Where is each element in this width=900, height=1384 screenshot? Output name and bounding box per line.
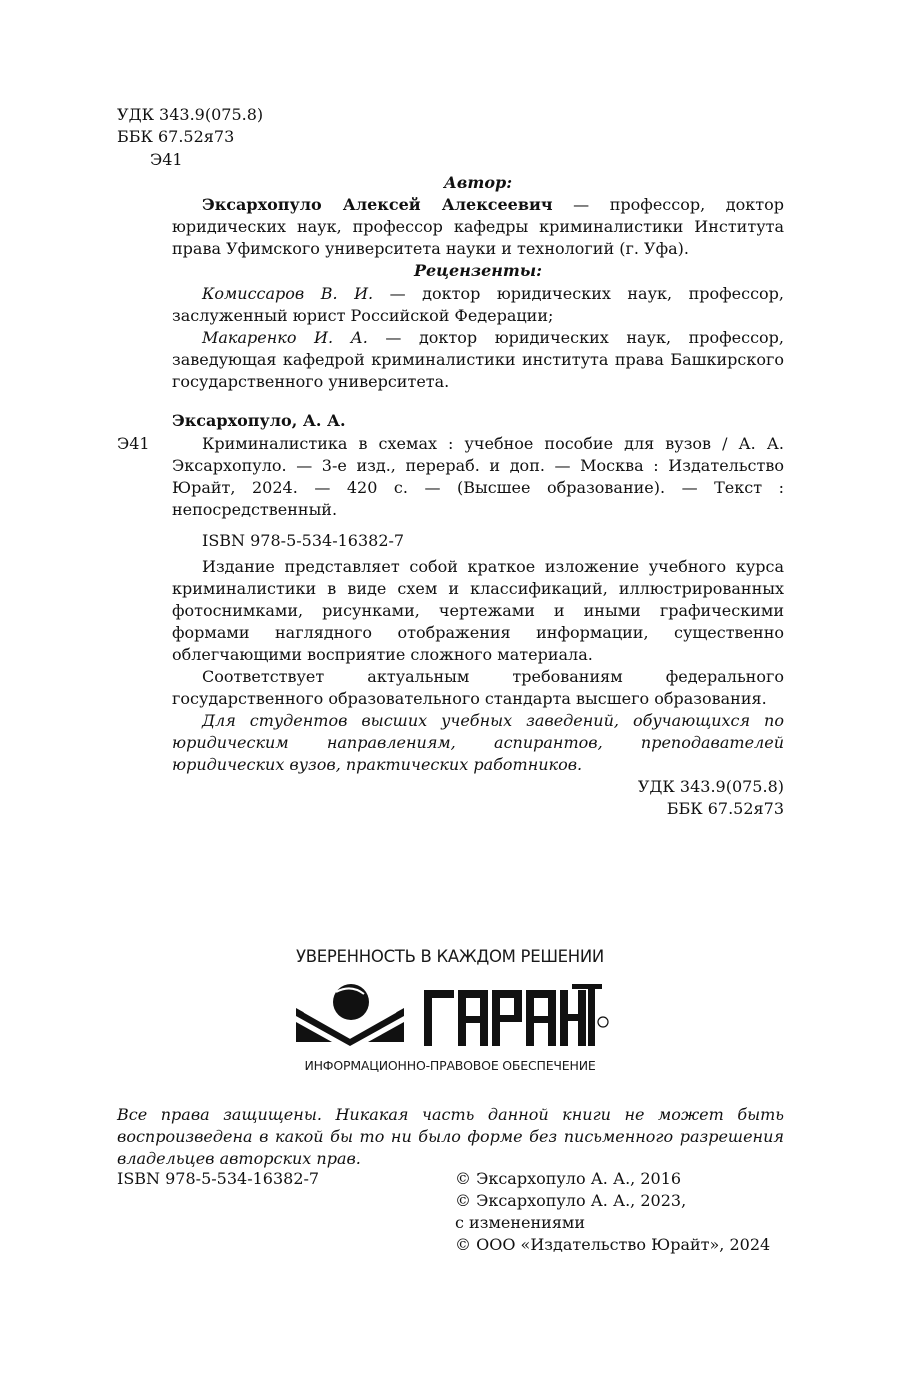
author-heading: Автор: bbox=[443, 173, 513, 192]
biblio-code: Э41 bbox=[117, 434, 150, 453]
author-code-top: Э41 bbox=[150, 150, 183, 169]
reviewer-1-name: Комиссаров В. И. bbox=[202, 284, 374, 303]
reviewer-1 bbox=[172, 283, 784, 327]
audience: Для студентов высших учебных заведений, обучающихся по юридическим направлениям, аспирантов, преподавателей юридических вузов, практических работников. bbox=[172, 711, 784, 774]
footer-isbn: ISBN 978-5-534-16382-7 bbox=[117, 1169, 320, 1188]
author-desc: — профессор, доктор юридических наук, профессор кафедры криминалистики Института права Уфимского университета науки и технологий (г. Уфа). bbox=[172, 195, 785, 258]
biblio-isbn: ISBN 978-5-534-16382-7 bbox=[202, 531, 405, 550]
rights-notice: Все права защищены. Никакая часть данной книги не может быть воспроизведена в какой бы то ни было форме без письменного разрешения владельцев авторских прав. bbox=[117, 1105, 784, 1168]
reviewer-2-name: Макаренко И. А. bbox=[202, 328, 368, 347]
bbk-bottom: ББК 67.52я73 bbox=[666, 799, 784, 818]
bbk-top: ББК 67.52я73 bbox=[117, 127, 235, 146]
author-name: Эксархопуло Алексей Алексеевич bbox=[202, 195, 553, 214]
udk-top: УДК 343.9(075.8) bbox=[117, 105, 264, 124]
udk-bottom: УДК 343.9(075.8) bbox=[637, 777, 784, 796]
copyright-1: © Эксархопуло А. А., 2016 bbox=[455, 1169, 682, 1188]
copyright-2: © Эксархопуло А. А., 2023, bbox=[455, 1191, 687, 1210]
author-info bbox=[172, 194, 784, 260]
reviewers-heading: Рецензенты: bbox=[413, 261, 543, 280]
garant-wordmark-icon bbox=[424, 984, 602, 1046]
copyright-2-note: с изменениями bbox=[455, 1213, 586, 1232]
garant-slogan: УВЕРЕННОСТЬ В КАЖДОМ РЕШЕНИИ bbox=[296, 947, 604, 966]
garant-subtitle: ИНФОРМАЦИОННО-ПРАВОВОЕ ОБЕСПЕЧЕНИЕ bbox=[304, 1058, 596, 1073]
reviewer-1-desc: — доктор юридических наук, профессор, заслуженный юрист Российской Федерации; bbox=[172, 284, 784, 325]
garant-logo bbox=[292, 982, 612, 1054]
garant-emblem-icon bbox=[296, 984, 404, 1046]
annotation-2: Соответствует актуальным требованиям федерального государственного образовательного стандарта высшего образования. bbox=[172, 667, 784, 708]
reviewer-2 bbox=[172, 327, 784, 393]
biblio-author: Эксархопуло, А. А. bbox=[172, 411, 346, 430]
reviewer-2-desc: — доктор юридических наук, профессор, заведующая кафедрой криминалистики института права Башкирского государственного университета. bbox=[172, 328, 784, 391]
annotation-1: Издание представляет собой краткое изложение учебного курса криминалистики в виде схем и классификаций, иллюстрированных фотоснимками, рисунками, чертежами и иными графическими формами наглядного отображения информации, существенно облегчающими восприятие сложного материала. bbox=[172, 557, 784, 664]
copyright-3: © ООО «Издательство Юрайт», 2024 bbox=[455, 1235, 771, 1254]
biblio-description: Криминалистика в схемах : учебное пособие для вузов / А. А. Эксархопуло. — 3-е изд., перераб. и доп. — Москва : Издательство Юрайт, 2024. — 420 с. — (Высшее образование). — Текст : непосредственный. bbox=[172, 434, 784, 519]
